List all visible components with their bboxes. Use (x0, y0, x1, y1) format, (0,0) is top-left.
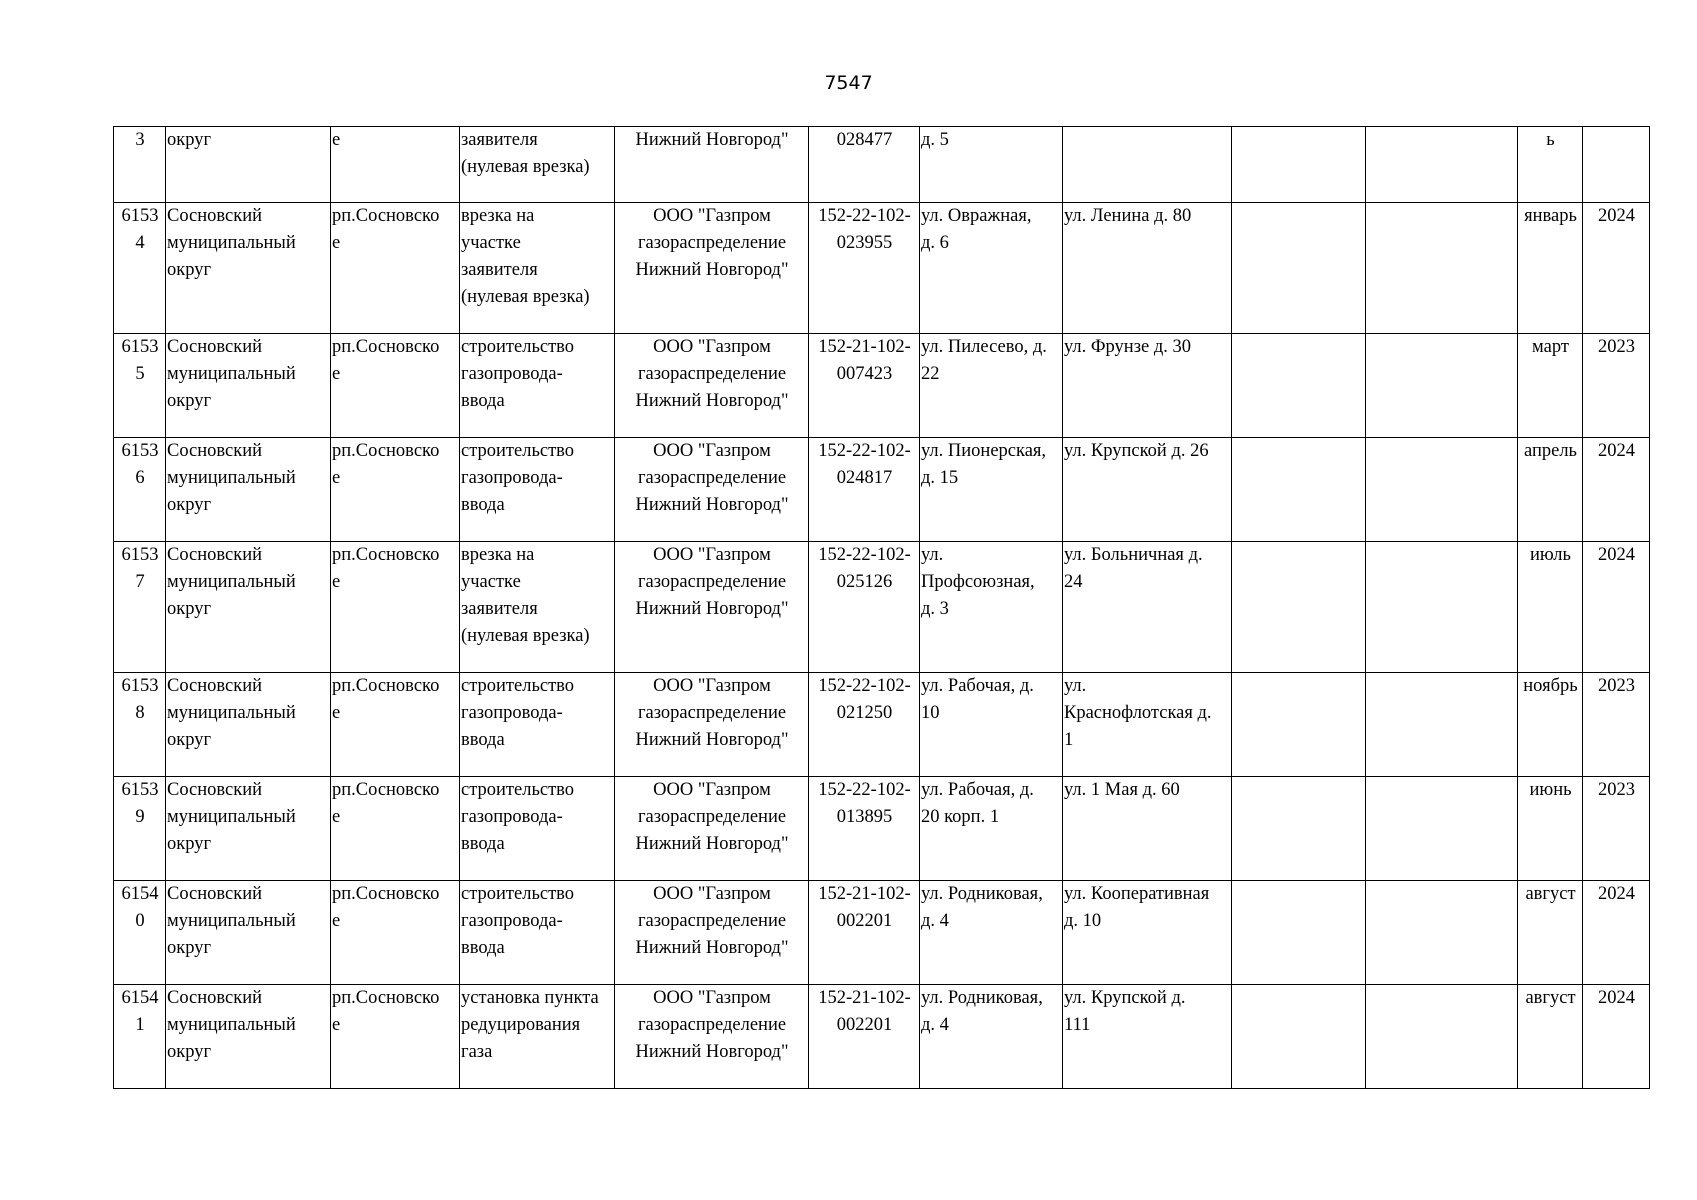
empty-cell (1232, 985, 1366, 1089)
application-code-cell-text: 152-22-102- 025126 (818, 545, 911, 592)
page-number: 7547 (824, 72, 873, 94)
municipality-cell (166, 438, 331, 542)
work-type-cell-text: врезка на участке заявителя (нулевая врезка) (461, 206, 590, 307)
table-row (114, 673, 1650, 777)
organization-cell (615, 334, 809, 438)
month-cell-text: апрель (1524, 441, 1577, 461)
address-cell-text: ул. Родниковая, д. 4 (921, 884, 1043, 931)
year-cell (1583, 334, 1650, 438)
empty-cell (1232, 203, 1366, 334)
application-code-cell-text: 152-21-102- 002201 (818, 988, 911, 1035)
address-cell (920, 542, 1063, 673)
municipality-cell (166, 777, 331, 881)
object-address-cell-text: ул. Крупской д. 111 (1064, 988, 1186, 1035)
municipality-cell-text: Сосновский муниципальный округ (167, 545, 296, 619)
settlement-cell-text: рп.Сосновско е (332, 337, 440, 384)
year-cell (1583, 542, 1650, 673)
month-cell-text: июнь (1529, 780, 1572, 800)
settlement-cell-text: рп.Сосновско е (332, 884, 440, 931)
row-number-cell (114, 438, 166, 542)
row-number-cell-text: 6154 1 (121, 988, 159, 1035)
work-type-cell (460, 673, 615, 777)
organization-cell (615, 542, 809, 673)
application-code-cell (809, 127, 920, 203)
settlement-cell (331, 673, 460, 777)
organization-cell (615, 673, 809, 777)
row-number-cell-text: 6153 9 (121, 780, 159, 827)
work-type-cell-text: строительство газопровода- ввода (461, 676, 575, 750)
empty-cell (1232, 334, 1366, 438)
application-code-cell-text: 152-22-102- 023955 (818, 206, 911, 253)
settlement-cell-text: рп.Сосновско е (332, 545, 440, 592)
row-number-cell (114, 334, 166, 438)
table-row (114, 203, 1650, 334)
settlement-cell (331, 334, 460, 438)
organization-cell (615, 203, 809, 334)
application-code-cell-text: 152-22-102- 021250 (818, 676, 911, 723)
settlement-cell-text: рп.Сосновско е (332, 676, 440, 723)
empty-cell (1366, 985, 1518, 1089)
row-number-cell-text: 6154 0 (121, 884, 159, 931)
settlement-cell-text: рп.Сосновско е (332, 441, 440, 488)
object-address-cell-text: ул. Кооперативная д. 10 (1064, 884, 1210, 931)
address-cell-text: ул. Рабочая, д. 10 (921, 676, 1034, 723)
row-number-cell (114, 881, 166, 985)
month-cell (1518, 334, 1583, 438)
table-row (114, 127, 1650, 203)
settlement-cell (331, 777, 460, 881)
year-cell-text: 2024 (1598, 206, 1635, 226)
year-cell (1583, 985, 1650, 1089)
application-code-cell (809, 334, 920, 438)
work-type-cell (460, 438, 615, 542)
row-number-cell-text: 6153 7 (121, 545, 159, 592)
object-address-cell-text: ул. Краснофлотская д. 1 (1064, 676, 1212, 750)
empty-cell (1232, 438, 1366, 542)
organization-cell-text: ООО "Газпром газораспределение Нижний Новгород" (635, 441, 789, 515)
work-type-cell (460, 334, 615, 438)
year-cell-text: 2023 (1598, 780, 1635, 800)
address-cell-text: ул. Профсоюзная, д. 3 (921, 545, 1035, 619)
empty-cell (1232, 673, 1366, 777)
table-row (114, 334, 1650, 438)
organization-cell (615, 881, 809, 985)
year-cell (1583, 127, 1650, 203)
work-type-cell (460, 985, 615, 1089)
table-row (114, 438, 1650, 542)
application-code-cell (809, 777, 920, 881)
municipality-cell (166, 127, 331, 203)
address-cell-text: ул. Рабочая, д. 20 корп. 1 (921, 780, 1034, 827)
year-cell (1583, 438, 1650, 542)
year-cell (1583, 777, 1650, 881)
work-type-cell-text: строительство газопровода- ввода (461, 884, 575, 958)
municipality-cell-text: Сосновский муниципальный округ (167, 884, 296, 958)
address-cell (920, 203, 1063, 334)
address-cell-text: ул. Овражная, д. 6 (921, 206, 1032, 253)
organization-cell-text: ООО "Газпром газораспределение Нижний Новгород" (635, 988, 789, 1062)
organization-cell-text: ООО "Газпром газораспределение Нижний Новгород" (635, 884, 789, 958)
year-cell-text: 2024 (1598, 441, 1635, 461)
month-cell-text: август (1525, 988, 1576, 1008)
month-cell (1518, 881, 1583, 985)
municipality-cell-text: Сосновский муниципальный округ (167, 676, 296, 750)
month-cell-text: август (1525, 884, 1576, 904)
work-type-cell (460, 127, 615, 203)
empty-cell (1232, 881, 1366, 985)
year-cell-text: 2023 (1598, 676, 1635, 696)
application-code-cell-text: 152-22-102- 013895 (818, 780, 911, 827)
object-address-cell (1063, 438, 1232, 542)
settlement-cell-text: рп.Сосновско е (332, 206, 440, 253)
organization-cell-text: ООО "Газпром газораспределение Нижний Новгород" (635, 206, 789, 280)
object-address-cell (1063, 985, 1232, 1089)
object-address-cell (1063, 334, 1232, 438)
application-code-cell (809, 881, 920, 985)
registry-table (113, 126, 1650, 1089)
month-cell (1518, 985, 1583, 1089)
application-code-cell (809, 438, 920, 542)
municipality-cell (166, 203, 331, 334)
work-type-cell (460, 881, 615, 985)
address-cell (920, 438, 1063, 542)
settlement-cell-text: рп.Сосновско е (332, 988, 440, 1035)
municipality-cell-text: округ (167, 130, 212, 150)
organization-cell-text: ООО "Газпром газораспределение Нижний Новгород" (635, 337, 789, 411)
work-type-cell-text: заявителя (нулевая врезка) (461, 130, 590, 177)
municipality-cell (166, 334, 331, 438)
object-address-cell (1063, 777, 1232, 881)
row-number-cell-text: 6153 5 (121, 337, 159, 384)
work-type-cell-text: врезка на участке заявителя (нулевая врезка) (461, 545, 590, 646)
year-cell (1583, 673, 1650, 777)
municipality-cell (166, 673, 331, 777)
address-cell (920, 673, 1063, 777)
work-type-cell (460, 203, 615, 334)
empty-cell (1366, 542, 1518, 673)
application-code-cell-text: 028477 (836, 130, 893, 150)
municipality-cell-text: Сосновский муниципальный округ (167, 780, 296, 854)
settlement-cell (331, 203, 460, 334)
row-number-cell (114, 203, 166, 334)
table-row (114, 777, 1650, 881)
month-cell (1518, 777, 1583, 881)
table-row (114, 881, 1650, 985)
object-address-cell (1063, 673, 1232, 777)
settlement-cell (331, 881, 460, 985)
empty-cell (1366, 673, 1518, 777)
settlement-cell (331, 127, 460, 203)
row-number-cell (114, 127, 166, 203)
year-cell (1583, 881, 1650, 985)
application-code-cell-text: 152-22-102- 024817 (818, 441, 911, 488)
organization-cell-text: Нижний Новгород" (635, 130, 789, 150)
table-row (114, 985, 1650, 1089)
empty-cell (1366, 881, 1518, 985)
empty-cell (1366, 334, 1518, 438)
settlement-cell-text: рп.Сосновско е (332, 780, 440, 827)
object-address-cell (1063, 542, 1232, 673)
row-number-cell (114, 542, 166, 673)
year-cell-text: 2023 (1598, 337, 1635, 357)
month-cell (1518, 438, 1583, 542)
application-code-cell (809, 203, 920, 334)
empty-cell (1232, 777, 1366, 881)
month-cell (1518, 127, 1583, 203)
empty-cell (1366, 777, 1518, 881)
row-number-cell (114, 985, 166, 1089)
application-code-cell-text: 152-21-102- 002201 (818, 884, 911, 931)
year-cell-text: 2024 (1598, 884, 1635, 904)
empty-cell (1232, 127, 1366, 203)
address-cell-text: ул. Пионерская, д. 15 (921, 441, 1047, 488)
month-cell-text: январь (1524, 206, 1577, 226)
address-cell (920, 881, 1063, 985)
month-cell-text: ь (1546, 130, 1555, 150)
year-cell-text: 2024 (1598, 545, 1635, 565)
work-type-cell-text: строительство газопровода- ввода (461, 337, 575, 411)
settlement-cell (331, 542, 460, 673)
empty-cell (1232, 542, 1366, 673)
row-number-cell-text: 6153 8 (121, 676, 159, 723)
empty-cell (1366, 127, 1518, 203)
work-type-cell-text: строительство газопровода- ввода (461, 780, 575, 854)
application-code-cell (809, 542, 920, 673)
object-address-cell-text: ул. Больничная д. 24 (1064, 545, 1203, 592)
month-cell-text: июль (1530, 545, 1571, 565)
object-address-cell-text: ул. 1 Мая д. 60 (1064, 780, 1180, 800)
address-cell (920, 985, 1063, 1089)
row-number-cell-text: 6153 4 (121, 206, 159, 253)
municipality-cell (166, 881, 331, 985)
address-cell-text: ул. Родниковая, д. 4 (921, 988, 1043, 1035)
address-cell-text: ул. Пилесево, д. 22 (921, 337, 1047, 384)
object-address-cell-text: ул. Ленина д. 80 (1064, 206, 1192, 226)
month-cell (1518, 673, 1583, 777)
object-address-cell (1063, 203, 1232, 334)
object-address-cell-text: ул. Крупской д. 26 (1064, 441, 1209, 461)
settlement-cell (331, 438, 460, 542)
month-cell (1518, 542, 1583, 673)
municipality-cell (166, 542, 331, 673)
organization-cell-text: ООО "Газпром газораспределение Нижний Новгород" (635, 780, 789, 854)
work-type-cell (460, 777, 615, 881)
empty-cell (1366, 438, 1518, 542)
organization-cell-text: ООО "Газпром газораспределение Нижний Новгород" (635, 545, 789, 619)
settlement-cell-text: е (332, 130, 341, 150)
work-type-cell (460, 542, 615, 673)
organization-cell (615, 127, 809, 203)
address-cell-text: д. 5 (921, 130, 949, 150)
object-address-cell-text: ул. Фрунзе д. 30 (1064, 337, 1191, 357)
month-cell (1518, 203, 1583, 334)
row-number-cell-text: 6153 6 (121, 441, 159, 488)
year-cell-text: 2024 (1598, 988, 1635, 1008)
work-type-cell-text: установка пункта редуцирования газа (461, 988, 599, 1062)
month-cell-text: март (1532, 337, 1569, 357)
row-number-cell-text: 3 (135, 130, 145, 150)
municipality-cell (166, 985, 331, 1089)
object-address-cell (1063, 881, 1232, 985)
organization-cell (615, 438, 809, 542)
application-code-cell (809, 673, 920, 777)
table-row (114, 542, 1650, 673)
municipality-cell-text: Сосновский муниципальный округ (167, 441, 296, 515)
application-code-cell (809, 985, 920, 1089)
address-cell (920, 334, 1063, 438)
municipality-cell-text: Сосновский муниципальный округ (167, 337, 296, 411)
month-cell-text: ноябрь (1523, 676, 1578, 696)
organization-cell (615, 777, 809, 881)
organization-cell (615, 985, 809, 1089)
municipality-cell-text: Сосновский муниципальный округ (167, 206, 296, 280)
row-number-cell (114, 777, 166, 881)
address-cell (920, 127, 1063, 203)
work-type-cell-text: строительство газопровода- ввода (461, 441, 575, 515)
application-code-cell-text: 152-21-102- 007423 (818, 337, 911, 384)
settlement-cell (331, 985, 460, 1089)
object-address-cell (1063, 127, 1232, 203)
address-cell (920, 777, 1063, 881)
municipality-cell-text: Сосновский муниципальный округ (167, 988, 296, 1062)
organization-cell-text: ООО "Газпром газораспределение Нижний Новгород" (635, 676, 789, 750)
table-body (114, 127, 1650, 1089)
year-cell (1583, 203, 1650, 334)
empty-cell (1366, 203, 1518, 334)
row-number-cell (114, 673, 166, 777)
